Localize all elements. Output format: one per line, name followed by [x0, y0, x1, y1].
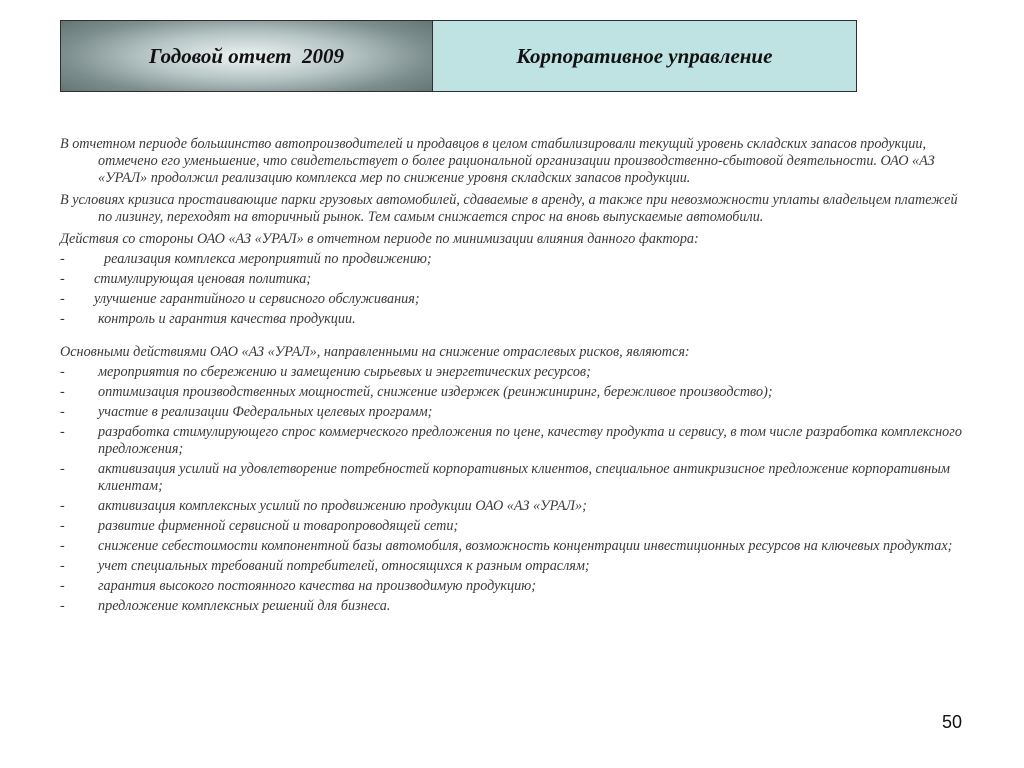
list-item-text: контроль и гарантия качества продукции. — [98, 311, 356, 327]
bullet-dash: - — [60, 364, 65, 380]
bullet-dash: - — [60, 291, 65, 307]
spacer — [60, 331, 965, 344]
bullet-dash: - — [60, 271, 65, 287]
section-title: Корпоративное управление — [516, 43, 773, 68]
list-item-text: предложение комплексных решений для бизнеса. — [98, 598, 391, 614]
report-title: Годовой отчет 2009 — [148, 43, 344, 68]
list-item — [60, 518, 965, 535]
list-item — [60, 384, 965, 401]
actions-list — [60, 251, 965, 328]
list-item — [60, 424, 965, 458]
bullet-dash: - — [60, 461, 65, 477]
bullet-dash: - — [60, 518, 65, 534]
bullet-dash: - — [60, 538, 65, 554]
list-item — [60, 498, 965, 515]
list-item — [60, 404, 965, 421]
list-item-text: развитие фирменной сервисной и товаропроводящей сети; — [98, 518, 459, 534]
bullet-dash: - — [60, 578, 65, 594]
list-item — [60, 558, 965, 575]
list-item-text: разработка стимулирующего спрос коммерческого предложения по цене, качеству продукта и сервису, в том числе разработка комплексного предложения; — [98, 424, 962, 457]
bullet-dash: - — [60, 404, 65, 420]
list-item — [60, 578, 965, 595]
list-item — [60, 271, 965, 288]
paragraph-risk-intro: Основными действиями ОАО «АЗ «УРАЛ», направленными на снижение отраслевых рисков, являются: — [60, 344, 690, 360]
slide-header — [60, 20, 857, 92]
list-item — [60, 311, 965, 328]
list-item — [60, 538, 965, 555]
list-item-text: активизация комплексных усилий по продвижению продукции ОАО «АЗ «УРАЛ»; — [98, 498, 587, 514]
list-item-text: активизация усилий на удовлетворение потребностей корпоративных клиентов, специальное антикризисное предложение корпоративным клиентам; — [98, 461, 950, 494]
header-left-panel — [61, 21, 433, 91]
page-number: 50 — [941, 712, 962, 732]
list-item-text: гарантия высокого постоянного качества на производимую продукцию; — [98, 578, 536, 594]
bullet-dash: - — [60, 424, 65, 440]
bullet-dash: - — [60, 598, 65, 614]
risk-actions-list — [60, 364, 965, 615]
list-item-text: участие в реализации Федеральных целевых программ; — [98, 404, 433, 420]
paragraph-inventory: В отчетном периоде большинство автопроизводителей и продавцов в целом стабилизировали текущий уровень складских запасов продукции, отмечено его уменьшение, что свидетельствует о более рациональной организации производственно-сбытовой деятельности. ОАО «АЗ «УРАЛ» продолжил реализацию комплекса мер по снижение уровня складских запасов продукции. — [60, 136, 935, 186]
paragraph-crisis: В условиях кризиса простаивающие парки грузовых автомобилей, сдаваемые в аренду, а также при невозможности уплаты владельцем платежей по лизингу, переходят на вторичный рынок. Тем самым снижается спрос на вновь выпускаемые автомобили. — [60, 192, 958, 225]
list-item-text: улучшение гарантийного и сервисного обслуживания; — [94, 291, 420, 307]
list-item — [60, 598, 965, 615]
list-item-text: реализация комплекса мероприятий по продвижению; — [104, 251, 432, 267]
list-item-text: оптимизация производственных мощностей, снижение издержек (реинжиниринг, бережливое производство); — [98, 384, 773, 400]
bullet-dash: - — [60, 558, 65, 574]
header-right-panel — [433, 21, 856, 91]
bullet-dash: - — [60, 251, 65, 267]
bullet-dash: - — [60, 311, 65, 327]
paragraph-actions-intro: Действия со стороны ОАО «АЗ «УРАЛ» в отчетном периоде по минимизации влияния данного фактора: — [60, 231, 699, 247]
bullet-dash: - — [60, 498, 65, 514]
list-item — [60, 291, 965, 308]
list-item-text: стимулирующая ценовая политика; — [94, 271, 312, 287]
slide-body — [60, 136, 965, 618]
list-item — [60, 461, 965, 495]
list-item-text: мероприятия по сбережению и замещению сырьевых и энергетических ресурсов; — [98, 364, 591, 380]
list-item-text: учет специальных требований потребителей, относящихся к разным отраслям; — [98, 558, 590, 574]
bullet-dash: - — [60, 384, 65, 400]
list-item — [60, 364, 965, 381]
list-item-text: снижение себестоимости компонентной базы автомобиля, возможность концентрации инвестиционных ресурсов на ключевых продуктах; — [98, 538, 953, 554]
list-item — [60, 251, 965, 268]
